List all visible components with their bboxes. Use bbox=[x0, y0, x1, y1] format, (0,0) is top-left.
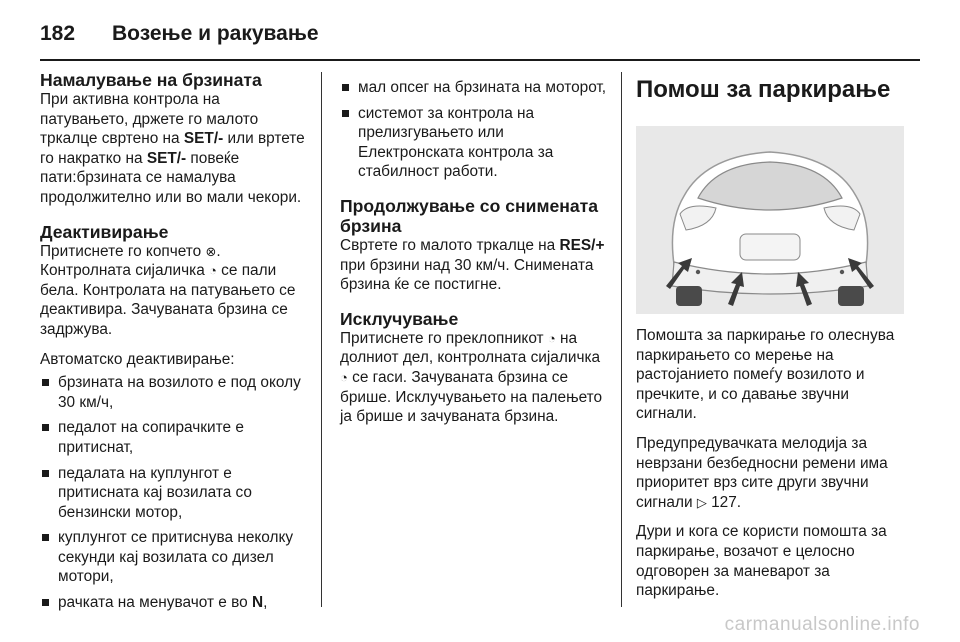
chapter-title: Возење и ракување bbox=[112, 22, 319, 45]
list-item: мал опсег на брзината на моторот, bbox=[340, 78, 610, 98]
list-item: рачката на менувачот е во N, bbox=[40, 593, 310, 613]
page-number: 182 bbox=[40, 22, 76, 45]
paragraph-resume: Свртете го малото тркалце на RES/+ при брзини над 30 км/ч. Снимената брзина ќе се постигне. bbox=[340, 236, 605, 294]
list-item: куплунгот се притиснува неколку секунди кај возилата со дизел мотори, bbox=[40, 528, 310, 587]
page-header bbox=[40, 14, 319, 54]
column-divider bbox=[621, 72, 622, 607]
header-rule bbox=[40, 59, 920, 61]
watermark: carmanualsonline.info bbox=[724, 614, 920, 635]
column-2 bbox=[340, 70, 610, 427]
cancel-button-icon: ⊗ bbox=[205, 243, 217, 259]
paragraph-seatbelt-priority: Предупредувачката мелодија за неврзани безбедносни ремени има приоритет врз сите други звучни сигнали ▷ 127. bbox=[636, 434, 888, 511]
paragraph-switch-off: Притиснете го преклопникот ◔ на долниот дел, контролната сијаличка ◔ се гаси. Зачуваната брзина се брише. Исклучувањето на палењето ја брише и зачуваната брзина. bbox=[340, 329, 603, 426]
cruise-control-icon: ◔ bbox=[340, 369, 348, 385]
paragraph-slow-down: При активна контрола на патувањето, држете го малото тркалце свртено на SET/- или вртете го накратко на SET/- повеќе пати:брзината се намалува продолжително или во мали чекори. bbox=[40, 91, 305, 206]
parking-sensor-illustration bbox=[636, 126, 904, 314]
auto-deactivate-list bbox=[40, 373, 310, 613]
column-1 bbox=[40, 70, 310, 619]
section-heading-deactivate: Деактивирање bbox=[40, 221, 169, 242]
list-item: педалот на сопирачките е притиснат, bbox=[40, 418, 310, 457]
section-heading-switch-off: Исклучување bbox=[340, 308, 459, 329]
list-item: системот за контрола на прелизгувањето или Електронската контрола за стабилност работи. bbox=[340, 104, 610, 182]
column-divider bbox=[321, 72, 322, 607]
page-reference-arrow-icon: ▷ bbox=[696, 494, 707, 510]
cruise-control-icon: ◔ bbox=[547, 330, 556, 346]
section-heading-slow-down: Намалување на брзината bbox=[40, 70, 262, 90]
paragraph-auto-deactivate: Автоматско деактивирање: bbox=[40, 350, 235, 368]
list-item: педалата на куплунгот е притисната кај возилата со бензински мотор, bbox=[40, 464, 310, 523]
paragraph-parking-assist-intro: Помошта за паркирање го олеснува паркирањето со мерење на растојанието помеѓу возилото и пречките, и со давање звучни сигнали. bbox=[636, 327, 895, 423]
list-item: брзината на возилото е под околу 30 км/ч, bbox=[40, 373, 310, 412]
cruise-control-icon: ◔ bbox=[209, 263, 217, 279]
paragraph-driver-responsibility: Дури и кога се користи помошта за паркирање, возачот е целосно одговорен за маневарот за паркирање. bbox=[636, 523, 887, 600]
car-rear-image bbox=[636, 126, 904, 314]
auto-deactivate-list-continued bbox=[340, 78, 610, 182]
section-heading-resume: Продолжување со снимената брзина bbox=[340, 195, 599, 236]
section-title-parking-assist: Помош за паркирање bbox=[636, 76, 891, 103]
column-3 bbox=[636, 70, 908, 601]
paragraph-deactivate: Притиснете го копчето ⊗. Контролната сијаличка ◔ се пали бела. Контролата на патувањето се деактивира. Зачуваната брзина се задржува. bbox=[40, 242, 296, 338]
